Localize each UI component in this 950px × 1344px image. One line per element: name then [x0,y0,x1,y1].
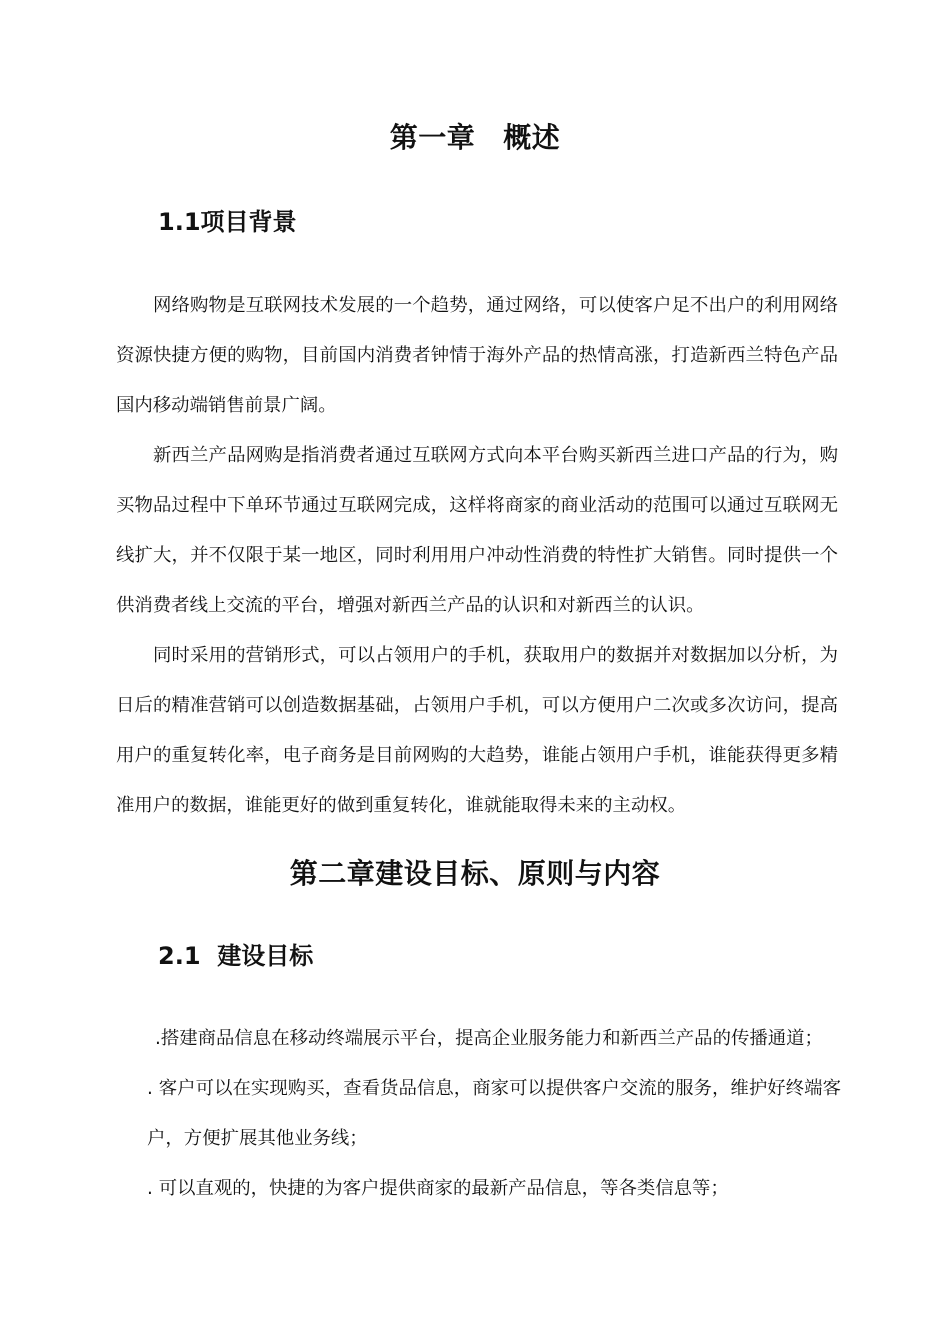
goal-list-item: .搭建商品信息在移动终端展示平台，提高企业服务能力和新西兰产品的传播通道； [155,1028,823,1049]
chapter-2-title: 第二章建设目标、原则与内容 [289,857,661,890]
section-1-1-paragraph: 网络购物是互联网技术发展的一个趋势，通过网络，可以使客户足不出户的利用网络资源快捷方便的购物，目前国内消费者钟情于海外产品的热情高涨，打造新西兰特色产品国内移动端销售前景广阔。 [116,295,838,416]
chapter-1-name: 概述 [503,121,561,154]
section-1-1-heading: 1.1项目背景 [158,208,297,236]
section-1-1-paragraph: 同时采用的营销形式，可以占领用户的手机，获取用户的数据并对数据加以分析，为日后的精准营销可以创造数据基础，占领用户手机，可以方便用户二次或多次访问，提高用户的重复转化率，电子商务是目前网购的大趋势，谁能占领用户手机，谁能获得更多精准用户的数据，谁能更好的做到重复转化，谁就能取得未来的主动权。 [116,645,838,816]
goal-list-item: . 可以直观的，快捷的为客户提供商家的最新产品信息，等各类信息等； [147,1178,729,1199]
chapter-1-number: 第一章 [389,121,476,154]
section-1-1-paragraph: 新西兰产品网购是指消费者通过互联网方式向本平台购买新西兰进口产品的行为，购买物品过程中下单环节通过互联网完成，这样将商家的商业活动的范围可以通过互联网无线扩大，并不仅限于某一地区，同时利用用户冲动性消费的特性扩大销售。同时提供一个供消费者线上交流的平台，增强对新西兰产品的认识和对新西兰的认识。 [116,445,838,616]
section-2-1-heading: 2.1 建设目标 [158,942,314,970]
goal-list-item: . 客户可以在实现购买，查看货品信息，商家可以提供客户交流的服务，维护好终端客户，方便扩展其他业务线； [147,1078,841,1149]
chapter-1-title [0,118,950,158]
